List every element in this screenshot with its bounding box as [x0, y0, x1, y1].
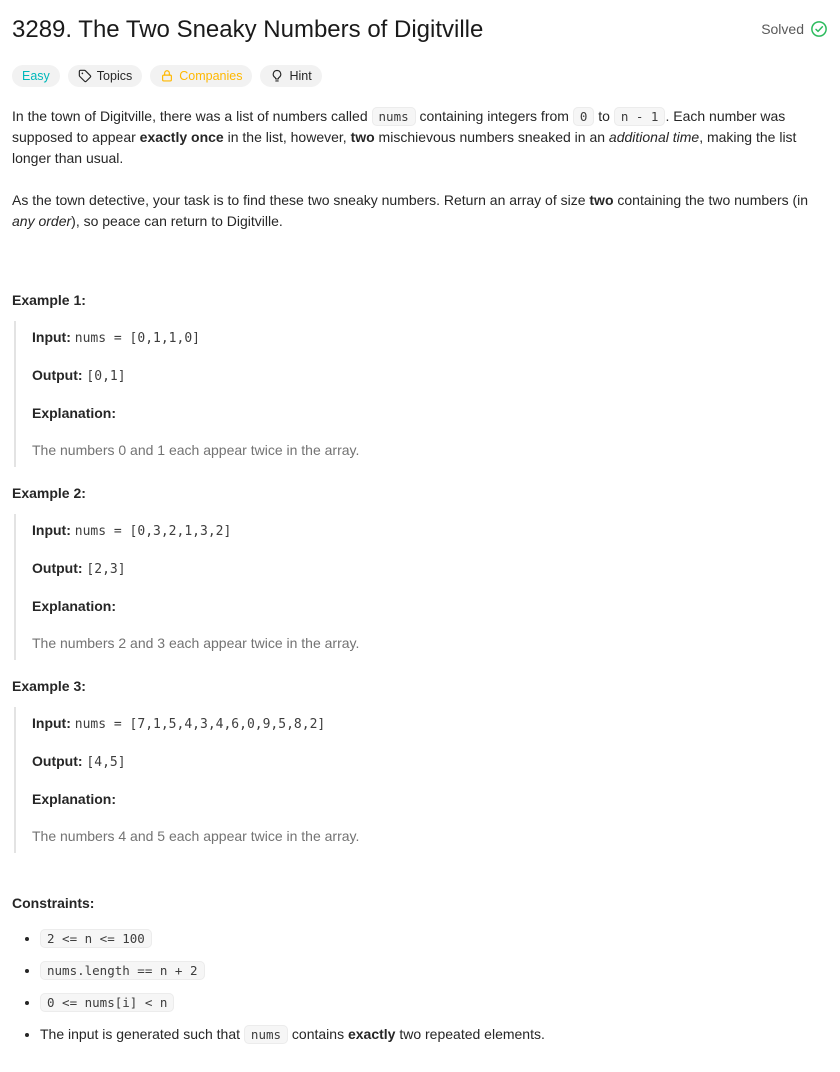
- constraint-code: 2 <= n <= 100: [40, 929, 152, 948]
- difficulty-label: Easy: [22, 69, 50, 83]
- topics-button[interactable]: [68, 65, 142, 87]
- input-label: Input:: [32, 329, 71, 345]
- companies-label: Companies: [179, 69, 243, 83]
- constraint-item: • The input is generated such that nums contains exactly two repeated elements.: [40, 1024, 828, 1044]
- explanation-text: The numbers 0 and 1 each appear twice in the array.: [32, 442, 360, 458]
- solved-label: Solved: [761, 21, 804, 37]
- constraints-list: [12, 928, 828, 1044]
- lock-icon: [160, 69, 174, 83]
- example-output-row: [32, 561, 828, 577]
- example-2-block: [14, 514, 828, 660]
- output-value: [2,3]: [86, 562, 126, 577]
- explanation-label: Explanation:: [32, 598, 117, 614]
- output-label: Output:: [32, 560, 83, 576]
- tags-row: [12, 65, 828, 87]
- example-1-heading: Example 1:: [12, 292, 86, 308]
- explanation-label: Explanation:: [32, 405, 117, 421]
- example-explanation-label-row: [32, 599, 828, 614]
- tag-icon: [78, 69, 92, 83]
- constraint-item: [40, 992, 828, 1012]
- topics-label: Topics: [96, 69, 133, 83]
- lightbulb-icon: [270, 69, 284, 83]
- explanation-text: The numbers 4 and 5 each appear twice in the array.: [32, 828, 360, 844]
- output-value: [4,5]: [86, 755, 126, 770]
- example-output-row: [32, 368, 828, 384]
- example-explanation-label-row: [32, 792, 828, 807]
- example-input-row: [32, 716, 828, 732]
- description-paragraph-1: In the town of Digitville, there was a list of numbers called nums containing integers from 0 to n - 1 . Each number was supposed to appear exactly once in the list, however, two mischievous numbers sneaked in an additional time, making the list longer than usual.: [12, 108, 797, 166]
- explanation-text: The numbers 2 and 3 each appear twice in the array.: [32, 635, 360, 651]
- constraints-heading: Constraints:: [12, 895, 95, 911]
- example-output-row: [32, 754, 828, 770]
- input-value: nums = [0,3,2,1,3,2]: [74, 524, 232, 539]
- status-badge: [761, 20, 828, 38]
- description-paragraph-2: As the town detective, your task is to find these two sneaky numbers. Return an array of size two containing the two numbers (in any order), so peace can return to Digitville.: [12, 192, 809, 229]
- example-explanation-label-row: [32, 406, 828, 421]
- explanation-label: Explanation:: [32, 791, 117, 807]
- difficulty-badge[interactable]: [12, 65, 60, 87]
- example-3-block: [14, 707, 828, 853]
- example-1-block: [14, 321, 828, 467]
- constraint-item: [40, 960, 828, 980]
- output-label: Output:: [32, 753, 83, 769]
- input-value: nums = [7,1,5,4,3,4,6,0,9,5,8,2]: [74, 717, 326, 732]
- page-title: 3289. The Two Sneaky Numbers of Digitville: [12, 16, 484, 43]
- output-value: [0,1]: [86, 369, 126, 384]
- hint-button[interactable]: [260, 65, 321, 87]
- companies-button[interactable]: [150, 65, 252, 87]
- constraint-code: 0 <= nums[i] < n: [40, 993, 174, 1012]
- header: [12, 14, 828, 46]
- problem-description: [12, 106, 828, 1044]
- example-input-row: [32, 523, 828, 539]
- hint-label: Hint: [289, 69, 312, 83]
- input-label: Input:: [32, 715, 71, 731]
- input-value: nums = [0,1,1,0]: [74, 331, 200, 346]
- constraint-item: [40, 928, 828, 948]
- example-3-heading: Example 3:: [12, 678, 86, 694]
- check-circle-icon: [810, 20, 828, 38]
- output-label: Output:: [32, 367, 83, 383]
- example-2-heading: Example 2:: [12, 485, 86, 501]
- input-label: Input:: [32, 522, 71, 538]
- constraint-code: nums.length == n + 2: [40, 961, 205, 980]
- blank-line: [12, 253, 828, 274]
- example-input-row: [32, 330, 828, 346]
